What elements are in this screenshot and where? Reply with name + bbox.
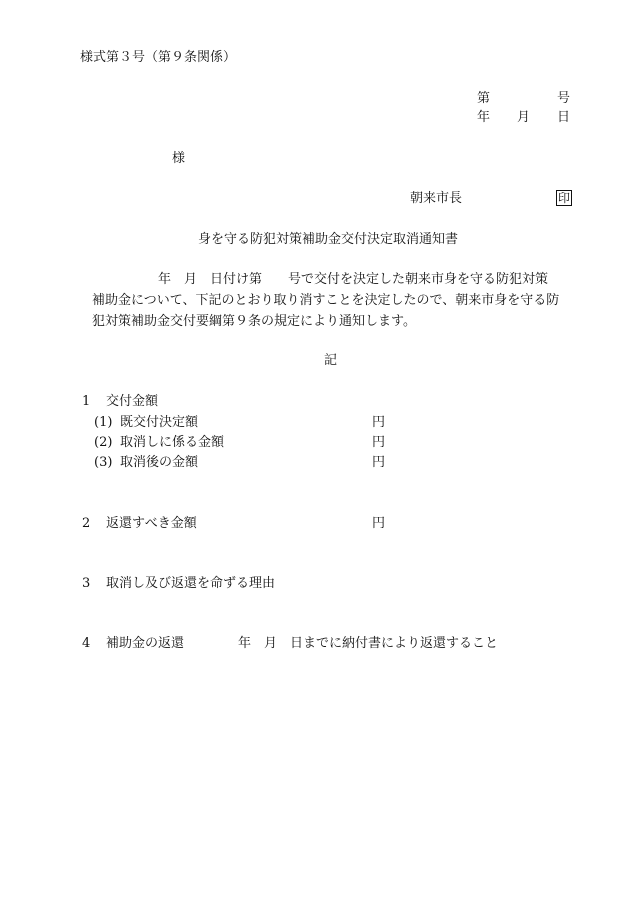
issuer-title: 朝来市長 — [410, 191, 463, 206]
seal-mark: 印 — [558, 191, 571, 205]
subitem-2-number: (2) — [94, 435, 113, 450]
item-4-number: 4 — [82, 636, 91, 651]
subitem-3-label: 取消後の金額 — [120, 455, 199, 470]
item-4-deadline: 年 月 日までに納付書により返還すること — [238, 636, 499, 651]
item-1-label: 交付金額 — [106, 394, 159, 409]
date-day: 日 — [557, 110, 571, 125]
ki-heading: 記 — [324, 353, 338, 368]
document-title: 身を守る防犯対策補助金交付決定取消通知書 — [198, 232, 459, 247]
doc-number-suffix: 号 — [557, 91, 571, 106]
body-line-2: 補助金について、下記のとおり取り消すことを決定したので、朝来市身を守る防 — [92, 293, 560, 308]
date-year: 年 — [477, 110, 491, 125]
doc-number-prefix: 第 — [477, 91, 491, 106]
body-line-1: 年 月 日付け第 号で交付を決定した朝来市身を守る防犯対策 — [158, 272, 549, 287]
seal-stamp — [552, 190, 572, 206]
item-3-label: 取消し及び返還を命ずる理由 — [106, 576, 276, 591]
item-2-label: 返還すべき金額 — [106, 516, 197, 531]
subitem-3-number: (3) — [94, 455, 113, 470]
item-4-label: 補助金の返還 — [106, 636, 185, 651]
subitem-3-unit: 円 — [372, 455, 386, 470]
item-2-number: 2 — [82, 516, 91, 531]
subitem-1-label: 既交付決定額 — [120, 415, 199, 430]
subitem-2-label: 取消しに係る金額 — [120, 435, 225, 450]
addressee-honorific: 様 — [172, 151, 186, 166]
subitem-1-unit: 円 — [372, 415, 386, 430]
item-2-unit: 円 — [372, 516, 386, 531]
subitem-2-unit: 円 — [372, 435, 386, 450]
subitem-1-number: (1) — [94, 415, 113, 430]
item-3-number: 3 — [82, 576, 91, 591]
item-1-number: 1 — [82, 394, 91, 409]
form-number: 様式第３号（第９条関係） — [80, 50, 237, 65]
date-month: 月 — [517, 110, 531, 125]
body-line-3: 犯対策補助金交付要綱第９条の規定により通知します。 — [92, 314, 416, 329]
